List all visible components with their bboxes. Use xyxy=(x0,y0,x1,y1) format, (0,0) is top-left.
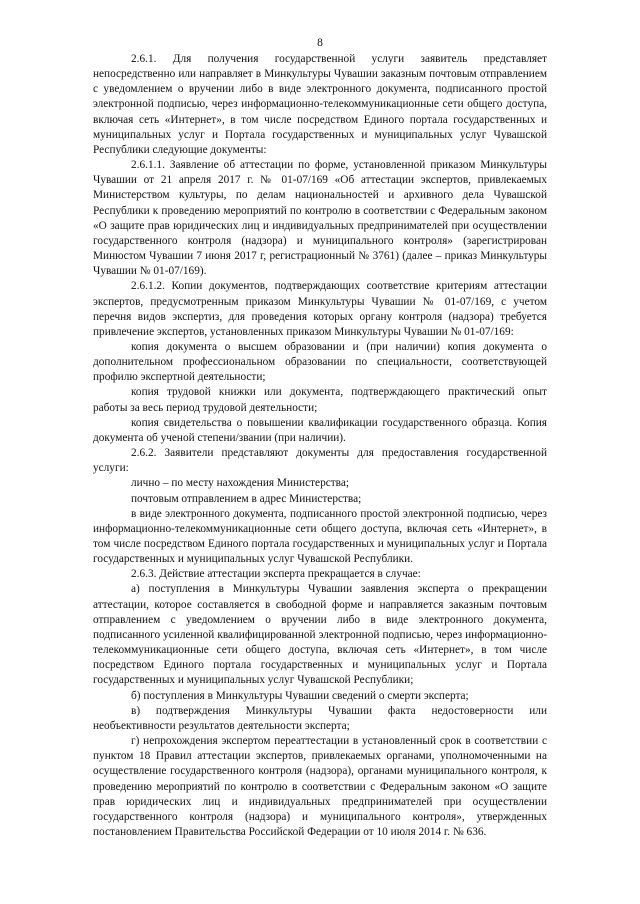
paragraph-2-6-1-1: 2.6.1.1. Заявление об аттестации по форме, установленной приказом Минкультуры Чувашии от 21 апреля 2017 г. № 01-07/169 «Об аттестации экспертов, привлекаемых Министерством культуры, по делам национальностей и архивного дела Чувашской Республики к проведению мероприятий по контролю в соответствии с Федеральным законом «О защите прав юридических лиц и индивидуальных предпринимателей при осуществлении государственного контроля (надзора) и муниципального контроля» (зарегистрирован Минюстом Чувашии 7 июня 2017 г, регистрационный № 3761) (далее – приказ Минкультуры Чувашии № 01-07/169). xyxy=(93,159,547,278)
list-item-work-record: копия трудовой книжки или документа, подтверждающего практический опыт работы за весь период трудовой деятельности; xyxy=(93,386,547,414)
list-item-electronic: в виде электронного документа, подписанного простой электронной подписью, через информационно-телекоммуникационные сети общего доступа, включая сеть «Интернет», в том числе посредством Единого портала государственных и муниципальных услуг и Портала государственных и муниципальных услуг Чувашской Республики. xyxy=(93,507,547,566)
list-item-b: б) поступления в Минкультуры Чувашии сведений о смерти эксперта; xyxy=(131,689,469,702)
list-item-a: а) поступления в Минкультуры Чувашии заявления эксперта о прекращении аттестации, которое составляется в свободной форме и направляется заказным почтовым отправлением с уведомлением о вручении либо в виде электронного документа, подписанного усиленной квалифицированной электронной подписью, через информационно-телекоммуникационные сети общего доступа, включая сеть «Интернет», в том числе посредством Единого портала государственных и муниципальных услуг и Портала государственных и муниципальных услуг Чувашской Республики; xyxy=(93,583,547,687)
paragraph-2-6-3: 2.6.3. Действие аттестации эксперта прекращается в случае: xyxy=(131,568,421,581)
list-item-education: копия документа о высшем образовании и (при наличии) копия документа о дополнительном профессиональном образовании по специальности, соответствующей профилю экспертной деятельности; xyxy=(93,340,547,384)
list-item-qualification: копия свидетельства о повышении квалификации государственного образца. Копия документа об ученой степени/звании (при наличии). xyxy=(93,416,547,444)
list-item-v: в) подтверждения Минкультуры Чувашии факта недостоверности или необъективности результатов деятельности эксперта; xyxy=(93,704,547,732)
list-item-by-mail: почтовым отправлением в адрес Министерства; xyxy=(131,492,362,505)
paragraph-2-6-1-2: 2.6.1.2. Копии документов, подтверждающих соответствие критериям аттестации экспертов, предусмотренным приказом Минкультуры Чувашии № 01-07/169, с учетом перечня видов экспертиз, для проведения которых органу контроля (надзора) требуется привлечение экспертов, установленных приказом Минкультуры Чувашии № 01-07/169: xyxy=(93,280,547,338)
list-item-in-person: лично – по месту нахождения Министерства; xyxy=(131,477,349,490)
page-number: 8 xyxy=(317,37,323,49)
list-item-g: г) непрохождения экспертом переаттестации в установленный срок в соответствии с пунктом 18 Правил аттестации экспертов, привлекаемых органами, уполномоченными на осуществление государственного контроля (надзора), органами муниципального контроля, к проведению мероприятий по контролю в соответствии с Федеральным законом «О защите прав юридических лиц и индивидуальных предпринимателей при осуществлении государственного контроля (надзора) и муниципального контроля», утвержденных постановлением Правительства Российской Федерации от 10 июля 2014 г. № 636. xyxy=(93,735,547,838)
paragraph-2-6-1: 2.6.1. Для получения государственной услуги заявитель представляет непосредственно или направляет в Минкультуры Чувашии заказным почтовым отправлением с уведомлением о вручении либо в виде электронного документа, подписанного простой электронной подписью, через информационно-телекоммуникационные сети общего доступа, включая сеть «Интернет», в том числе посредством Единого портала государственных и муниципальных услуг и Портала государственных и муниципальных услуг Чувашской Республики следующие документы: xyxy=(93,53,547,156)
paragraph-2-6-2: 2.6.2. Заявители представляют документы для предоставления государственной услуги: xyxy=(93,447,547,475)
document-body xyxy=(93,52,547,840)
